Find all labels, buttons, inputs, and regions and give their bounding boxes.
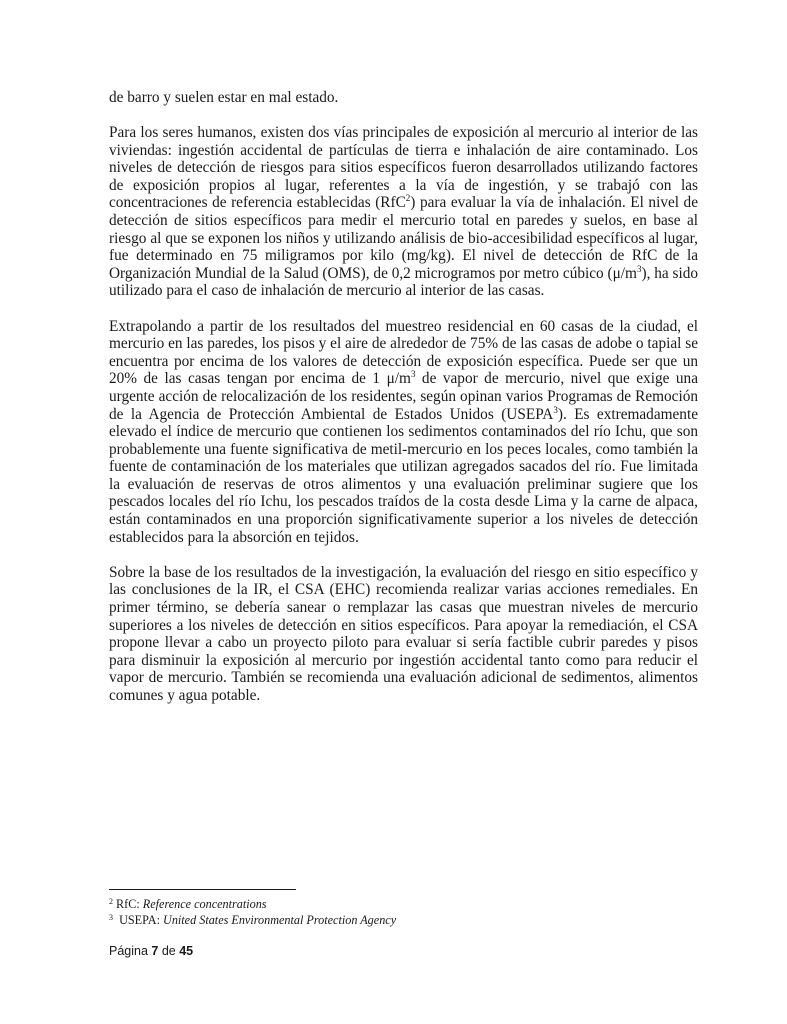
footnote-ref-3: 3	[553, 404, 558, 415]
footnotes	[109, 897, 698, 929]
total-pages: 45	[179, 944, 194, 958]
paragraph-continuation: de barro y suelen estar en mal estado.	[109, 89, 339, 106]
footnote-ref-2: 2	[405, 193, 411, 204]
paragraph-extrapolation: Extrapolando a partir de los resultados del muestreo residencial en 60 casas de la ciudad, el mercurio en las paredes, los pisos y el aire de alrededor de 75% de las casas de adobe o tapial se encuentra por encima de los valores de detección de exposición específica. Puede ser que un 20% de las casas tengan por encima de 1 $\mu/m^3$ de vapor de mercurio, nivel que exige una urgente acción de relocalización de los residentes, según opinan varios Programas de Remoción de la Agencia de Protección Ambiental de Estados Unidos (USEPA$^3$). Es extremadamente elevado el índice de mercurio que contienen los sedimentos contaminados del río Ichu, que son probablemente una fuente significativa de metil-mercurio en los peces locales, como también la fuente de contaminación de los materiales que utilizan agregados sacados del río. Fue limitada la evaluación de reservas de otros alimentos y una evaluación preliminar sugiere que los pescados locales del río Ichu, los pescados traídos de la costa desde Lima y la carne de alpaca, están contaminados en una proporción significativamente superior a los niveles de detección establecidos para la absorción en tejidos.	[109, 317, 698, 546]
body-text	[109, 89, 698, 722]
footnote-3: $^3$ USEPA: United States Environmental Protection Agency	[109, 912, 397, 927]
current-page: 7	[151, 944, 159, 958]
footnote-divider	[109, 889, 296, 890]
paragraph-exposure-routes: Para los seres humanos, existen dos vías principales de exposición al mercurio al interior de las viviendas: ingestión accidental de partículas de tierra e inhalación de aire contaminado. Los niveles de detección de riesgos para sitios específicos fueron desarrollados utilizando factores de exposición propios al lugar, referentes a la vía de ingestión, y se trabajó con las concentraciones de referencia establecidas (RfC$^2$) para evaluar la vía de inhalación. El nivel de detección de sitios específicos para medir el mercurio total en paredes y suelos, en base al riesgo al que se exponen los niños y utilizando análisis de bio-accesibilidad específicos al lugar, fue determinado en 75 miligramos por kilo (mg/kg). El nivel de detección de RfC de la Organización Mundial de la Salud (OMS), de 0,2 microgramos por metro cúbico $(\mu/m^3)$, ha sido utilizado para el caso de inhalación de mercurio al interior de las casas.	[109, 124, 698, 300]
superscript-cubic: 3	[410, 369, 416, 380]
footnote-2: $^2$ RfC: Reference concentrations	[109, 897, 267, 911]
page-number: Página 7 de 45	[109, 944, 194, 958]
paragraph-recommendations: Sobre la base de los resultados de la investigación, la evaluación del riesgo en sitio específico y las conclusiones de la IR, el CSA (EHC) recomienda realizar varias acciones remediales. En primer término, se debería sanear o remplazar las casas que muestran niveles de mercurio superiores a los niveles de detección en sitios específicos. Para apoyar la remediación, el CSA propone llevar a cabo un proyecto piloto para evaluar si sería factible cubrir paredes y pisos para disminuir la exposición al mercurio por ingestión accidental tanto como para reducir el vapor de mercurio. También se recomienda una evaluación adicional de sedimentos, alimentos comunes y agua potable.	[109, 563, 698, 704]
superscript-cubic: 3	[636, 263, 642, 274]
